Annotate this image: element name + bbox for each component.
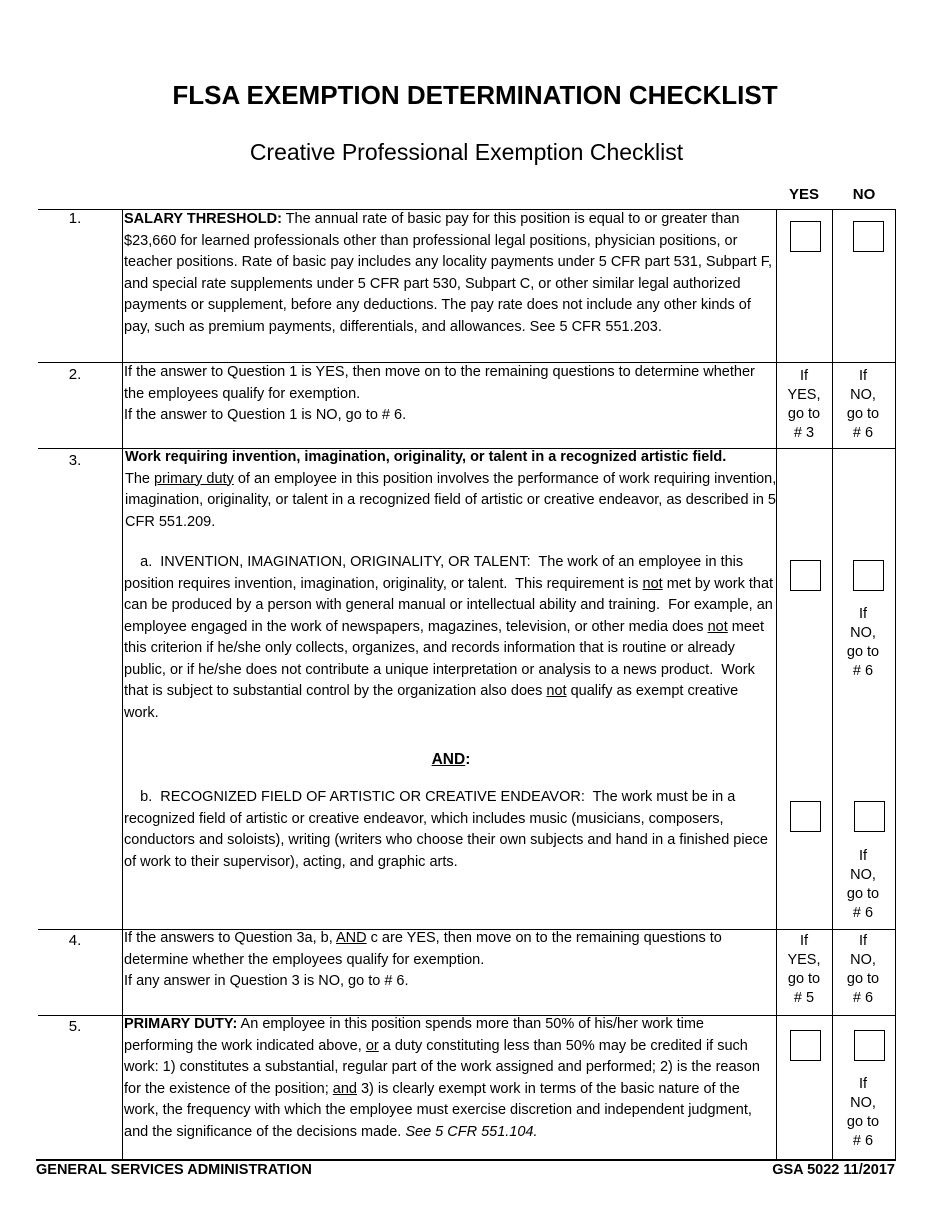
question-number: 3. [68, 452, 82, 469]
question-number: 5. [68, 1018, 82, 1035]
q1-no-checkbox[interactable] [853, 221, 884, 252]
q3b-no-goto: If NO, go to # 6 [846, 848, 880, 921]
q4-yes-goto: If YES, go to # 5 [787, 933, 821, 1006]
q2-yes-goto: If YES, go to # 3 [787, 368, 821, 441]
footer-agency: GENERAL SERVICES ADMINISTRATION [36, 1162, 312, 1178]
column-divider [122, 209, 123, 1160]
no-column-header: NO [852, 186, 876, 203]
question-4-text: If the answers to Question 3a, b, AND c are YES, then move on to the remaining questions to determine whether the employees qualify for exemption. If any answer in Question 3 is NO, go to # 6. [124, 930, 722, 989]
column-divider [832, 209, 833, 1160]
question-number: 4. [68, 932, 82, 949]
q3b-yes-checkbox[interactable] [790, 801, 821, 832]
q3a-yes-checkbox[interactable] [790, 560, 821, 591]
question-2-text: If the answer to Question 1 is YES, then move on to the remaining questions to determine whether the employees qualify for exemption. If the answer to Question 1 is NO, go to # 6. [124, 364, 755, 423]
question-3a-text: a. INVENTION, IMAGINATION, ORIGINALITY, OR TALENT: The work of an employee in this position requires invention, imagination, originality, or talent. This requirement is not met by work that can be produced by a person with general manual or intellectual ability and training. For example, an employee engaged in the work of newspapers, magazines, television, or other media does not meet this criterion if he/she only collects, organizes, and records information that is routine or already public, or if he/she does not contribute a unique interpretation or analysis to a news product. Work that is subject to substantial control by the organization also does not qualify as exempt creative work. [124, 554, 778, 721]
q3a-no-goto: If NO, go to # 6 [846, 606, 880, 679]
page-subtitle: Creative Professional Exemption Checklist [249, 139, 684, 165]
q5-no-checkbox[interactable] [854, 1030, 885, 1061]
column-divider [895, 209, 896, 1160]
footer-form-number: GSA 5022 11/2017 [772, 1162, 895, 1178]
page-title: FLSA EXEMPTION DETERMINATION CHECKLIST [172, 80, 778, 110]
q2-no-goto: If NO, go to # 6 [846, 368, 880, 441]
question-number: 2. [68, 366, 82, 383]
question-3b-text: b. RECOGNIZED FIELD OF ARTISTIC OR CREATIVE ENDEAVOR: The work must be in a recognized field of artistic or creative endeavor, which includes music (musicians, composers, conductors and soloists), writing (writers who choose their own subjects and hand in a finished piece of work to their supervisor), acting, and graphic arts. [124, 789, 773, 870]
question-5-text: PRIMARY DUTY: An employee in this position spends more than 50% of his/her work time performing the work indicated above, or a duty constituting less than 50% may be credited if such work: 1) constitutes a substantial, regular part of the work assigned and performed; 2) is the reason for the existence of the position; and 3) is clearly exempt work in terms of the basic nature of the work, the frequency with which the employee must exercise discretion and independent judgment, and the significance of the decisions made. See 5 CFR 551.104. [124, 1016, 760, 1140]
and-connector: AND: [431, 751, 471, 768]
question-number: 1. [68, 210, 82, 227]
question-3-intro: Work requiring invention, imagination, originality, or talent in a recognized artistic field. The primary duty of an employee in this position involves the performance of work requiring invention, imagination, originality, or talent in a recognized field of artistic or creative endeavor, as described in 5 CFR 551.209. [125, 449, 777, 530]
column-divider [776, 209, 777, 1160]
question-1-text: SALARY THRESHOLD: The annual rate of basic pay for this position is equal to or greater than $23,660 for learned professionals other than professional legal positions, physician positions, or teacher positions. Rate of basic pay includes any locality payments under 5 CFR part 531, Subpart F, and special rate supplements under 5 CFR part 530, Subpart C, or other similar legal authorized payments or supplement, before any deductions. The pay rate does not include any other kinds of pay, such as premium payments, differentials, and allowances. See 5 CFR 551.203. [124, 211, 773, 335]
q4-no-goto: If NO, go to # 6 [846, 933, 880, 1006]
q3b-no-checkbox[interactable] [854, 801, 885, 832]
q5-no-goto: If NO, go to # 6 [846, 1076, 880, 1149]
q1-yes-checkbox[interactable] [790, 221, 821, 252]
q5-yes-checkbox[interactable] [790, 1030, 821, 1061]
q3a-no-checkbox[interactable] [853, 560, 884, 591]
footer-rule [36, 1159, 896, 1161]
yes-column-header: YES [788, 186, 819, 203]
